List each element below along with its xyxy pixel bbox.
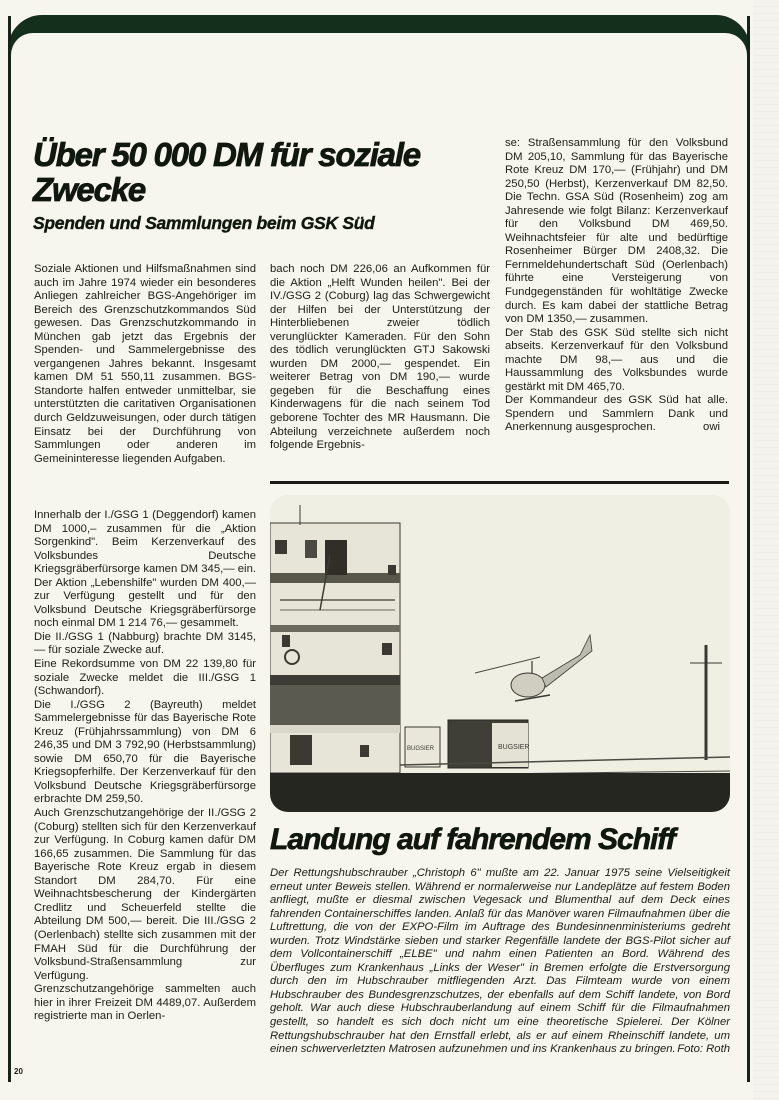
container-label: BUGSIER xyxy=(498,744,530,751)
photo-illustration xyxy=(270,495,730,812)
container-label: BUGSIER xyxy=(407,746,435,752)
article-column-1-intro xyxy=(34,263,256,466)
article-subheadline: Spenden und Sammlungen beim GSK Süd xyxy=(33,213,375,233)
column-1-paragraph: Eine Rekordsumme von DM 22 139,80 für soziale Zwecke meldet die III./GSG 1 (Schwandorf). xyxy=(34,658,256,698)
intro-paragraph: Soziale Aktionen und Hilfsmaßnahmen sind auch im Jahre 1974 wieder ein besonderes Anliegen zahlreicher BGS-Angehöriger im Bereich des Grenzschutzkommandos Süd gewesen. Das Grenzschutzkommando in München gab jetzt das Ergebnis der Spenden- und Sammelergebnisse des vergangenen Jahres bekannt. Insgesamt kamen DM 51 550,11 zusammen. BGS-Standorte halfen entweder unmittelbar, sie unterstützten die caritativen Organisationen durch Geldzuweisungen, oder durch tätigen Einsatz bei der Durchführung von Sammlungen oder anderen im Gemeininteresse liegenden Aufgaben. xyxy=(34,263,256,465)
ship-bridge xyxy=(270,505,400,773)
article-column-1-continued xyxy=(34,509,256,1024)
column-1-paragraph: Die II./GSG 1 (Nabburg) brachte DM 3145,— für soziale Zwecke auf. xyxy=(34,630,256,657)
page-edge-texture xyxy=(753,0,779,1100)
column-3-paragraph: se: Straßensammlung für den Volksbund DM 205,10, Sammlung für das Bayerische Rote Kreuz DM 170,— (Frühjahr) und DM 250,50 (Herbst), Kerzenverkauf DM 82,50. Die Techn. GSA Süd (Rosenheim) zog am Jahresende wie folgt Bilanz: Kerzenverkauf für den Volksbund DM 469,50. Weihnachtsfeier für alte und bedürftige Rosenheimer Bürger DM 2408,32. Die Fernmeldehundertschaft Süd (Oerlenbach) führte eine Versteigerung von Fundgegenständen für wohltätige Zwecke durch. Es kam dabei der stattliche Betrag von DM 1350,— zusammen. xyxy=(505,137,728,326)
column-2-paragraph: bach noch DM 226,06 an Aufkommen für die Aktion „Helft Wunden heilen". Bei der IV./GSG 2 (Coburg) lag das Schwergewicht der Hilfen bei der Unterstützung der Hinterbliebenen zweier tödlich verunglückter Kameraden. Für den Sohn des tödlich verunglückten GTJ Sakowski wurden DM 2000,— gespendet. Ein weiterer Betrag von DM 190,— wurde gegeben für die Beschaffung eines Kinderwagens für die nach seinem Tod geborene Tochter des MR Hausmann. Die Abteilung verzeichnete außerdem noch folgende Ergebnis- xyxy=(270,263,490,452)
column-3-paragraph: Der Stab des GSK Süd stellte sich nicht abseits. Kerzenverkauf für den Volksbund machte DM 98,— aus und die Haussammlung des Volksbundes wurde gestärkt mit DM 465,70. xyxy=(505,326,728,393)
containers xyxy=(405,720,530,768)
column-1-paragraph: Innerhalb der I./GSG 1 (Deggendorf) kamen DM 1000,– zusammen für die „Aktion Sorgenkind". Beim Kerzenverkauf des Volksbundes Deutsche Kriegsgräberfürsorge kamen DM 345,— ein. Der Aktion „Lebenshilfe" wurden DM 400,— zur Verfügung gestellt und für den Volksbund Deutsche Kriegsgräberfürsorge noch einmal DM 1 214 76,— gesammelt. xyxy=(34,509,256,630)
story-text: Der Rettungshubschrauber „Christoph 6" mußte am 22. Januar 1975 seine Vielseitigkeit erneut unter Beweis stellen. Während er normalerweise nur Landeplätze auf festem Boden anfliegt, mußte er diesmal zwischen Vegesack und Blumenthal auf dem Deck eines fahrenden Containerschiffes landen. Anlaß für das Manöver waren Filmaufnahmen über die Luftrettung, die von der EXPO-Film im Auftrage des Bundesinnenministeriums gedreht wurden. Trotz Windstärke sieben und starker Regenfälle landete der BGS-Pilot sicher auf dem Vollcontainerschiff „ELBE" und nahm einen Patienten an Bord. Während des Überfluges zum Krankenhaus „Links der Weser" in Bremen erfolgte die Erstversorgung durch den im Hubschrauber mitfliegenden Arzt. Das Filmteam wurde von einem Hubschrauber des Bundesgrenzschutzes, der ebenfalls auf dem Schiff landete, von Bord geholt. War auch diese Hubschrauberlandung auf einem Schiff für die Filmaufnahmen gestellt, so handelt es sich doch nicht um eine theoretische Spielerei. Der Kölner Rettungshubschrauber hat den Ernstfall erlebt, als er auf einem Rheinschiff landete, um einen schwerverletzten Matrosen aufzunehmen und ins Krankenhaus zu bringen. xyxy=(270,867,730,1056)
photo-credit: Foto: Roth xyxy=(677,1043,730,1056)
page-number: 20 xyxy=(14,1067,23,1076)
column-1-paragraph: Die I./GSG 2 (Bayreuth) meldet Sammelergebnisse für das Bayerische Rote Kreuz (Frühjahrssammlung) von DM 6 246,35 und DM 3 792,90 (Herbstsammlung) sowie DM 650,70 für die Bayerische Kriegsopferhilfe. Der Kerzenverkauf für den Volksbund Deutsche Kriegsgräberfürsorge erbrachte DM 259,50. xyxy=(34,698,256,806)
story-body xyxy=(270,867,730,1057)
article-column-3 xyxy=(505,137,728,435)
column-3-paragraph xyxy=(505,394,728,435)
author-signature: owi xyxy=(703,421,720,434)
helicopter-ship-photo xyxy=(270,495,730,812)
article-headline: Über 50 000 DM für soziale Zwecke xyxy=(33,136,420,208)
story-headline: Landung auf fahrendem Schiff xyxy=(270,823,675,856)
closing-sentence: Der Kommandeur des GSK Süd hat alle. Spendern und Sammlern Dank und Anerkennung ausgesprochen. xyxy=(505,394,728,434)
section-divider xyxy=(270,481,729,484)
article-column-2 xyxy=(270,263,490,453)
ship-hull xyxy=(270,773,730,812)
column-1-paragraph: Grenzschutzangehörige sammelten auch hier in ihrer Freizeit DM 4489,07. Außerdem registrierte man in Oerlen- xyxy=(34,983,256,1023)
column-1-paragraph: Auch Grenzschutzangehörige der II./GSG 2 (Coburg) stellten sich für den Kerzenverkauf zur Verfügung. In Coburg kamen dafür DM 166,65 zusammen. Die Sammlung für das Bayerische Rote Kreuz ergab in diesem Standort DM 284,70. Für eine Weihnachtsbescherung der Kindergärten Credlitz und Scheuerfeld stellte die Abteilung DM 500,— bereit. Die III./GSG 2 (Oerlenbach) stellte sich zusammen mit der FMAH Süd für die Durchführung der Volksbund-Straßensammlung zur Verfügung. xyxy=(34,807,256,982)
